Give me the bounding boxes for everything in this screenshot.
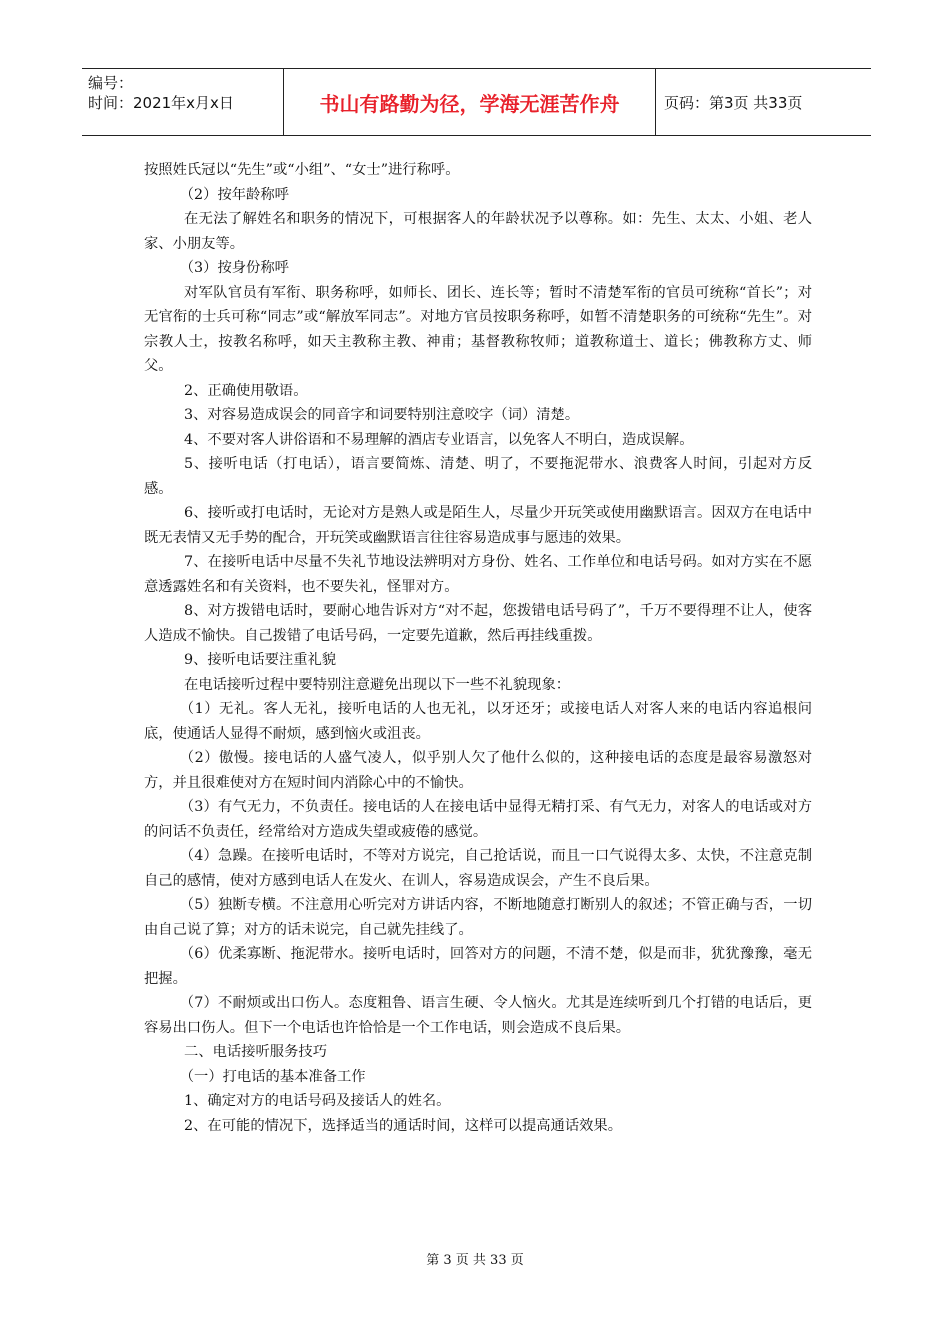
section-heading: （3）按身份称呼 xyxy=(179,260,289,276)
list-item: （2）傲慢。接电话的人盛气凌人，似乎别人欠了他什么似的，这种接电话的态度是最容易激怒对方，并且很难使对方在短时间内消除心中的不愉快。 xyxy=(144,750,812,791)
page-header xyxy=(82,68,871,136)
list-item: 7、在接听电话中尽量不失礼节地设法辨明对方身份、姓名、工作单位和电话号码。如对方实在不愿意透露姓名和有关资料，也不要失礼，怪罪对方。 xyxy=(144,554,812,595)
body-paragraph: 按照姓氏冠以“先生”或“小组”、“女士”进行称呼。 xyxy=(144,162,460,178)
list-item: （5）独断专横。不注意用心听完对方讲话内容，不断地随意打断别人的叙述；不管正确与否，一切由自己说了算；对方的话未说完，自己就先挂线了。 xyxy=(144,897,812,938)
header-motto: 书山有路勤为径，学海无涯苦作舟 xyxy=(284,69,656,135)
list-item: 6、接听或打电话时，无论对方是熟人或是陌生人，尽量少开玩笑或使用幽默语言。因双方在电话中既无表情又无手势的配合，开玩笑或幽默语言往往容易造成事与愿违的效果。 xyxy=(144,505,812,546)
list-item: （6）优柔寡断、拖泥带水。接听电话时，回答对方的问题，不清不楚，似是而非，犹犹豫豫，毫无把握。 xyxy=(144,946,812,987)
list-item: （4）急躁。在接听电话时，不等对方说完，自己抢话说，而且一口气说得太多、太快，不注意克制自己的感情，使对方感到电话人在发火、在训人，容易造成误会，产生不良后果。 xyxy=(144,848,812,889)
list-item: 3、对容易造成误会的同音字和词要特别注意咬字（词）清楚。 xyxy=(184,407,580,423)
body-paragraph: 对军队官员有军衔、职务称呼，如师长、团长、连长等；暂时不清楚军衔的官员可统称“首长”；对无官衔的士兵可称“同志”或“解放军同志”。对地方官员按职务称呼，如暂不清楚职务的可统称“先生”。对宗教人士，按教名称呼，如天主教称主教、神甫；基督教称牧师；道教称道士、道长；佛教称方丈、师父。 xyxy=(144,284,812,374)
body-paragraph: 在电话接听过程中要特别注意避免出现以下一些不礼貌现象： xyxy=(184,676,571,693)
section-heading: （2）按年龄称呼 xyxy=(179,186,289,203)
list-item: 5、接听电话（打电话），语言要简炼、清楚、明了，不要拖泥带水、浪费客人时间，引起对方反感。 xyxy=(144,456,812,497)
list-item: 4、不要对客人讲俗语和不易理解的酒店专业语言，以免客人不明白，造成误解。 xyxy=(184,431,694,448)
list-item: （1）无礼。客人无礼，接听电话的人也无礼，以牙还牙；或接电话人对客人来的电话内容追根问底，使通话人显得不耐烦，感到恼火或沮丧。 xyxy=(144,701,812,742)
list-item: 2、正确使用敬语。 xyxy=(184,382,308,399)
list-item: 8、对方拨错电话时，要耐心地告诉对方“对不起，您拨错电话号码了”，千万不要得理不让人，使客人造成不愉快。自己拨错了电话号码，一定要先道歉，然后再挂线重拨。 xyxy=(144,603,812,644)
list-item: （3）有气无力，不负责任。接电话的人在接电话中显得无精打采、有气无力，对客人的电话或对方的问话不负责任，经常给对方造成失望或疲倦的感觉。 xyxy=(144,799,812,840)
document-body xyxy=(144,158,812,1138)
section-heading: （一）打电话的基本准备工作 xyxy=(179,1068,366,1085)
section-heading: 二、电话接听服务技巧 xyxy=(184,1044,327,1060)
list-item: （7）不耐烦或出口伤人。态度粗鲁、语言生硬、令人恼火。尤其是连续听到几个打错的电话后，更容易出口伤人。但下一个电话也许恰恰是一个工作电话，则会造成不良后果。 xyxy=(144,995,812,1036)
section-heading: 9、接听电话要注重礼貌 xyxy=(184,652,337,668)
body-paragraph: 在无法了解姓名和职务的情况下，可根据客人的年龄状况予以尊称。如：先生、太太、小姐、老人家、小朋友等。 xyxy=(144,211,812,252)
list-item: 1、确定对方的电话号码及接话人的姓名。 xyxy=(184,1093,451,1109)
document-number-label: 编号： xyxy=(88,74,134,92)
header-page-label: 页码：第3页 共33页 xyxy=(664,93,803,112)
document-time-label: 时间：2021年x月x日 xyxy=(88,94,234,112)
page-footer: 第 3 页 共 33 页 xyxy=(426,1253,524,1268)
list-item: 2、在可能的情况下，选择适当的通话时间，这样可以提高通话效果。 xyxy=(184,1117,623,1134)
header-meta xyxy=(82,69,284,135)
